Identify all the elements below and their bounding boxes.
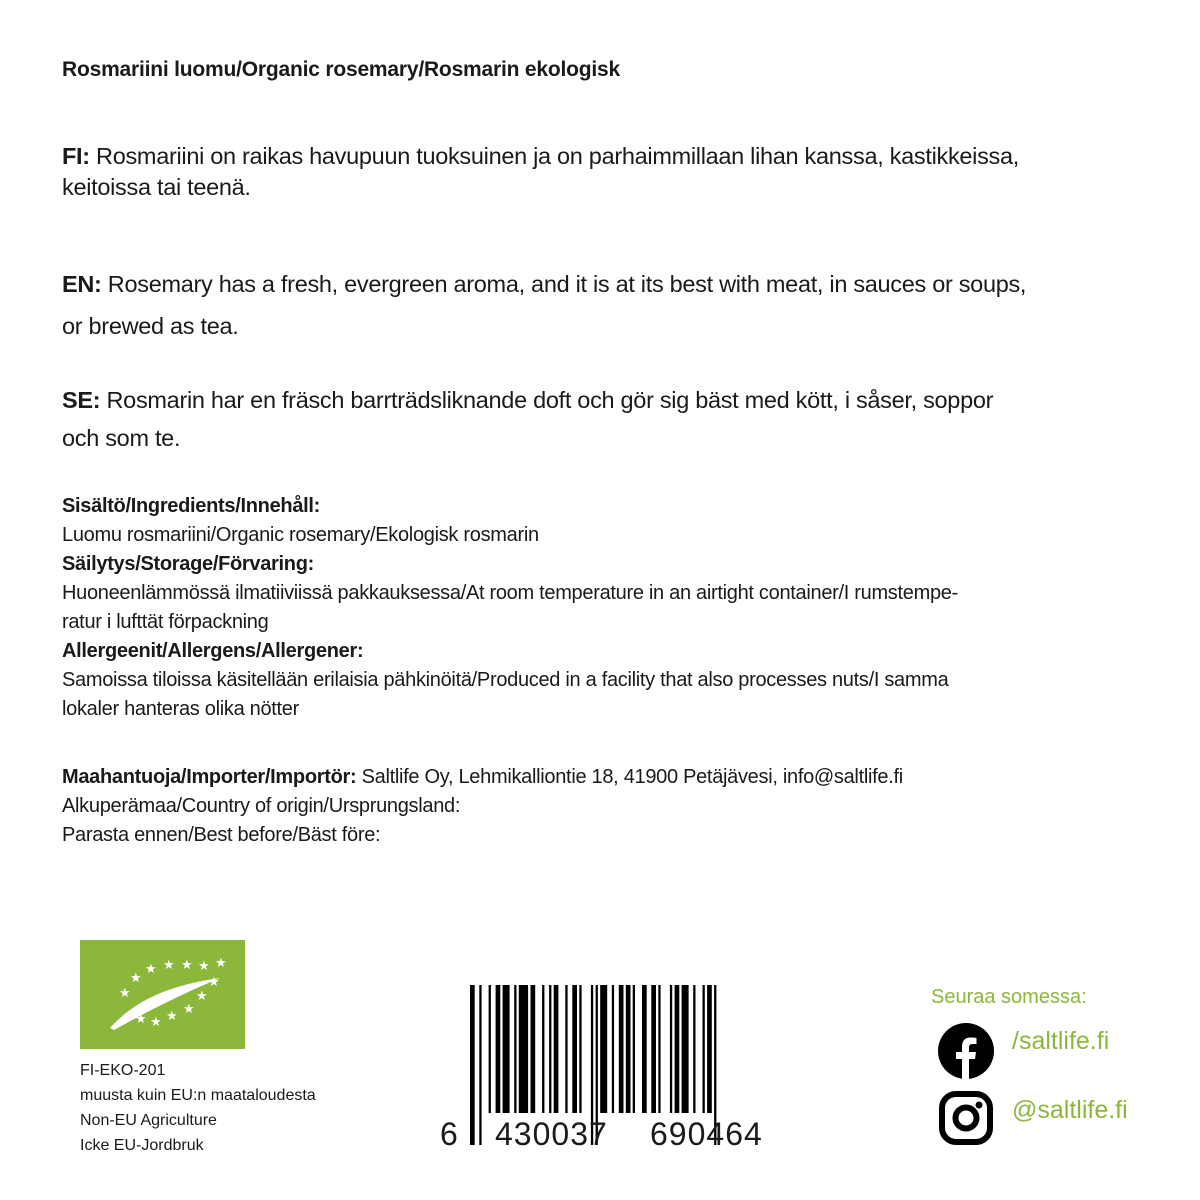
social-heading: Seuraa somessa:: [931, 986, 1087, 1008]
barcode-right-digits: 690464: [650, 1116, 763, 1150]
description-fi-line2: keitoissa tai teenä.: [62, 174, 251, 200]
description-se-line1: Rosmarin har en fräsch barrträdsliknande doft och gör sig bäst med kött, i såser, soppor: [100, 387, 994, 413]
storage-text-line1: Huoneenlämmössä ilmatiiviissä pakkauksessa/At room temperature in an airtight container/I rumstempe-: [62, 582, 958, 604]
ingredients-text: Luomu rosmariini/Organic rosemary/Ekologisk rosmarin: [62, 524, 539, 546]
barcode-bar: [503, 985, 510, 1113]
organic-origin-se: Icke EU-Jordbruk: [80, 1137, 204, 1154]
svg-text:★: ★: [163, 958, 175, 973]
description-en-line2: or brewed as tea.: [62, 313, 239, 339]
barcode-bar: [542, 985, 544, 1113]
origin-label: Alkuperämaa/Country of origin/Ursprungsland:: [62, 795, 461, 817]
ingredients-heading: Sisältö/Ingredients/Innehåll:: [62, 495, 321, 517]
lang-code-se: SE:: [62, 387, 101, 413]
description-se: [62, 381, 1162, 457]
barcode-bar: [612, 985, 614, 1113]
barcode-bar: [619, 985, 624, 1113]
lang-code-fi: FI:: [62, 143, 90, 169]
storage-heading: Säilytys/Storage/Förvaring:: [62, 553, 314, 575]
organic-code: FI-EKO-201: [80, 1062, 166, 1079]
importer-block: [62, 763, 903, 850]
svg-text:★: ★: [135, 1012, 147, 1027]
svg-text:★: ★: [130, 971, 142, 986]
barcode-bar: [642, 985, 647, 1113]
barcode-bar: [496, 985, 501, 1113]
barcode-bar: [565, 985, 567, 1113]
organic-origin-en: Non-EU Agriculture: [80, 1112, 217, 1129]
best-before-label: Parasta ennen/Best before/Bäst före:: [62, 824, 381, 846]
facebook-icon[interactable]: [938, 1023, 994, 1079]
svg-text:★: ★: [196, 989, 208, 1004]
barcode-bar: [514, 985, 516, 1113]
svg-text:★: ★: [181, 958, 193, 973]
barcode-bar: [470, 985, 475, 1145]
barcode-left-digits: 430037: [495, 1116, 608, 1150]
svg-text:★: ★: [145, 962, 157, 977]
barcode-bar: [651, 985, 656, 1113]
importer-value: Saltlife Oy, Lehmikalliontie 18, 41900 Petäjävesi, info@saltlife.fi: [356, 766, 903, 788]
description-fi-line1: Rosmariini on raikas havupuun tuoksuinen ja on parhaimmillaan lihan kanssa, kastikkeissa,: [89, 143, 1019, 169]
svg-text:★: ★: [119, 986, 131, 1001]
importer-label: Maahantuoja/Importer/Importör:: [62, 766, 357, 788]
barcode-first-digit: 6: [440, 1116, 458, 1150]
allergens-text-line2: lokaler hanteras olika nötter: [62, 698, 299, 720]
ean-barcode: [440, 985, 800, 1150]
barcode-bar: [626, 985, 631, 1113]
product-info: [62, 492, 1162, 724]
allergens-heading: Allergeenit/Allergens/Allergener:: [62, 640, 364, 662]
barcode-bar: [489, 985, 491, 1113]
description-fi: [62, 141, 1162, 203]
barcode-bar: [579, 985, 581, 1113]
barcode-bar: [572, 985, 577, 1113]
barcode-bar: [670, 985, 672, 1113]
barcode-bar: [693, 985, 695, 1113]
barcode-bar: [707, 985, 712, 1113]
allergens-text-line1: Samoissa tiloissa käsitellään erilaisia pähkinöitä/Produced in a facility that also processes nuts/I samma: [62, 669, 949, 691]
description-se-line2: och som te.: [62, 425, 181, 451]
barcode-bar: [658, 985, 660, 1113]
eu-leaf-stars-icon: [80, 940, 245, 1049]
barcode-bar: [519, 985, 528, 1113]
facebook-handle[interactable]: /saltlife.fi: [1012, 1027, 1110, 1055]
description-en-line1: Rosemary has a fresh, evergreen aroma, and it is at its best with meat, in sauces or soups,: [101, 271, 1027, 297]
organic-certification-text: [80, 1058, 316, 1158]
barcode-bar: [479, 985, 481, 1145]
product-title: Rosmariini luomu/Organic rosemary/Rosmarin ekologisk: [62, 58, 620, 81]
description-en: [62, 263, 1162, 347]
barcode-graphic: [440, 985, 800, 1150]
barcode-bar: [633, 985, 635, 1113]
barcode-bar: [554, 985, 559, 1113]
barcode-bar: [682, 985, 689, 1113]
barcode-bar: [703, 985, 705, 1113]
instagram-icon[interactable]: [938, 1090, 994, 1146]
svg-text:★: ★: [215, 956, 227, 971]
barcode-bar: [531, 985, 536, 1113]
barcode-bar: [675, 985, 680, 1113]
organic-origin-fi: muusta kuin EU:n maataloudesta: [80, 1087, 316, 1104]
instagram-handle[interactable]: @saltlife.fi: [1012, 1096, 1128, 1124]
svg-text:★: ★: [166, 1009, 178, 1024]
eu-organic-leaf-logo: [80, 940, 245, 1049]
svg-text:★: ★: [208, 975, 220, 990]
svg-text:★: ★: [198, 959, 210, 974]
barcode-bar: [549, 985, 551, 1113]
svg-text:★: ★: [150, 1015, 162, 1030]
barcode-bar: [600, 985, 607, 1113]
svg-text:★: ★: [183, 1002, 195, 1017]
lang-code-en: EN:: [62, 271, 102, 297]
storage-text-line2: ratur i lufttät förpackning: [62, 611, 269, 633]
